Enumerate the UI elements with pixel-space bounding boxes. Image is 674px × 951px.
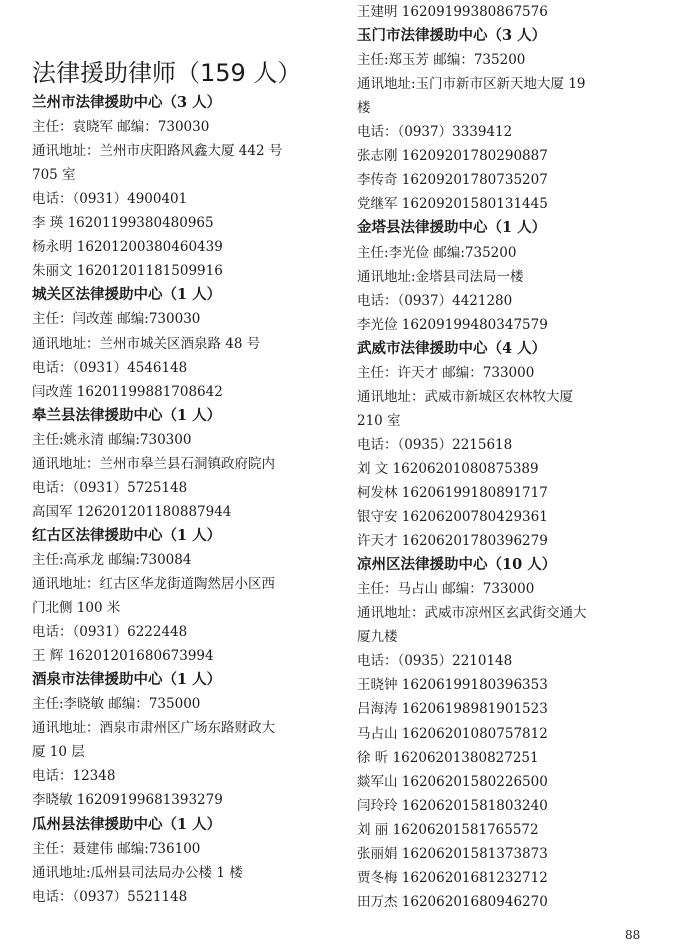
entry-line: 张志刚 16209201780290887 xyxy=(357,148,548,165)
entry-line: 马占山 16206201080757812 xyxy=(357,725,548,742)
entry-line: 楼 xyxy=(357,100,371,117)
entry-line: 电话：（0931）4900401 xyxy=(32,191,188,208)
entry-line: 通讯地址：兰州市城关区酒泉路 48 号 xyxy=(32,335,261,352)
entry-line: 李 瑛 16201199380480965 xyxy=(32,215,214,232)
center-heading: 瓜州县法律援助中心（1 人） xyxy=(32,815,222,833)
entry-line: 主任:郑玉芳 邮编：735200 xyxy=(357,52,526,69)
entry-line: 李光俭 16209199480347579 xyxy=(357,316,548,333)
entry-line: 田万杰 16206201680946270 xyxy=(357,893,548,910)
center-heading: 酒泉市法律援助中心（1 人） xyxy=(32,671,222,689)
entry-line: 705 室 xyxy=(32,167,76,184)
entry-line: 通讯地址:瓜州县司法局办公楼 1 楼 xyxy=(32,864,243,881)
entry-line: 通讯地址:金塔县司法局一楼 xyxy=(357,268,524,285)
entry-line: 厦九楼 xyxy=(357,629,398,646)
entry-line: 电话：12348 xyxy=(32,768,116,785)
entry-line: 电话：（0931）4546148 xyxy=(32,359,188,376)
entry-line: 刘 文 16206201080875389 xyxy=(357,460,539,477)
entry-line: 主任：马占山 邮编：733000 xyxy=(357,581,535,598)
entry-line: 李传奇 16209201780735207 xyxy=(357,172,548,189)
entry-line: 电话：（0937）5521148 xyxy=(32,888,188,905)
entry-line: 银守安 16206200780429361 xyxy=(357,509,548,526)
entry-line: 通讯地址：酒泉市肃州区广场东路财政大 xyxy=(32,720,275,737)
entry-line: 王 辉 16201201680673994 xyxy=(32,648,214,665)
entry-line: 电话：（0935）2215618 xyxy=(357,436,513,453)
entry-line: 主任：闫改莲 邮编:730030 xyxy=(32,311,201,328)
entry-line: 主任：聂建伟 邮编:736100 xyxy=(32,840,201,857)
entry-line: 通讯地址：兰州市庆阳路风鑫大厦 442 号 xyxy=(32,143,283,160)
entry-line: 党继军 16209201580131445 xyxy=(357,196,548,213)
entry-line: 徐 昕 16206201380827251 xyxy=(357,749,539,766)
entry-line: 210 室 xyxy=(357,412,401,429)
center-heading: 兰州市法律援助中心（3 人） xyxy=(32,94,222,111)
entry-line: 电话：（0937）4421280 xyxy=(357,292,513,309)
entry-line: 燚军山 16206201580226500 xyxy=(357,773,548,790)
entry-line: 电话：（0935）2210148 xyxy=(357,653,513,670)
entry-line: 张丽娟 16206201581373873 xyxy=(357,845,548,862)
entry-line: 主任:李光俭 邮编:735200 xyxy=(357,244,517,261)
entry-line: 高国军 126201201180887944 xyxy=(32,503,232,520)
entry-line: 通讯地址：兰州市皋兰县石洞镇政府院内 xyxy=(32,455,275,472)
center-heading: 金塔县法律援助中心（1 人） xyxy=(357,219,547,237)
center-heading: 武威市法律援助中心（4 人） xyxy=(357,339,547,357)
entry-line: 闫改莲 16201199881708642 xyxy=(32,383,223,400)
entry-line: 通讯地址：武威市凉州区玄武街交通大 xyxy=(357,605,587,622)
entry-line: 主任:姚永清 邮编:730300 xyxy=(32,431,192,448)
entry-line: 主任：袁晓军 邮编：730030 xyxy=(32,119,210,136)
entry-line: 李晓敏 16209199681393279 xyxy=(32,792,223,809)
entry-line: 王晓钟 16206199180396353 xyxy=(357,677,548,694)
entry-line: 贾冬梅 16206201681232712 xyxy=(357,869,548,886)
entry-line: 许天才 16206201780396279 xyxy=(357,533,548,550)
center-heading: 皋兰县法律援助中心（1 人） xyxy=(32,406,222,424)
entry-line: 主任：许天才 邮编：733000 xyxy=(357,364,535,381)
entry-line: 门北侧 100 米 xyxy=(32,600,121,617)
entry-line: 刘 丽 16206201581765572 xyxy=(357,821,539,838)
page-number: 88 xyxy=(625,928,641,942)
entry-line: 通讯地址:玉门市新市区新天地大厦 19 xyxy=(357,76,586,93)
entry-line: 柯发林 16206199180891717 xyxy=(357,485,548,501)
entry-line: 吕海涛 16206198981901523 xyxy=(357,701,548,718)
entry-line: 通讯地址：武威市新城区农林牧大厦 xyxy=(357,388,573,405)
center-heading: 城关区法律援助中心（1 人） xyxy=(32,286,222,304)
center-heading: 玉门市法律援助中心（3 人） xyxy=(357,27,547,45)
entry-line: 电话：（0937）3339412 xyxy=(357,124,513,141)
entry-line: 杨永明 16201200380460439 xyxy=(32,239,223,256)
entry-line: 朱丽文 16201201181509916 xyxy=(32,263,223,280)
center-heading: 红古区法律援助中心（1 人） xyxy=(32,526,222,544)
center-heading: 凉州区法律援助中心（10 人） xyxy=(357,556,557,574)
entry-line: 闫玲玲 16206201581803240 xyxy=(357,797,548,814)
entry-line: 电话：（0931）5725148 xyxy=(32,479,188,496)
page-title: 法律援助律师（159 人） xyxy=(32,59,302,87)
entry-line: 电话：（0931）6222448 xyxy=(32,624,188,641)
entry-line: 通讯地址：红古区华龙街道陶然居小区西 xyxy=(32,576,275,592)
entry-line: 主任:李晓敏 邮编：735000 xyxy=(32,696,201,713)
entry-line: 厦 10 层 xyxy=(32,744,85,761)
entry-line: 王建明 16209199380867576 xyxy=(357,4,548,20)
entry-line: 主任:高承龙 邮编:730084 xyxy=(32,551,192,568)
